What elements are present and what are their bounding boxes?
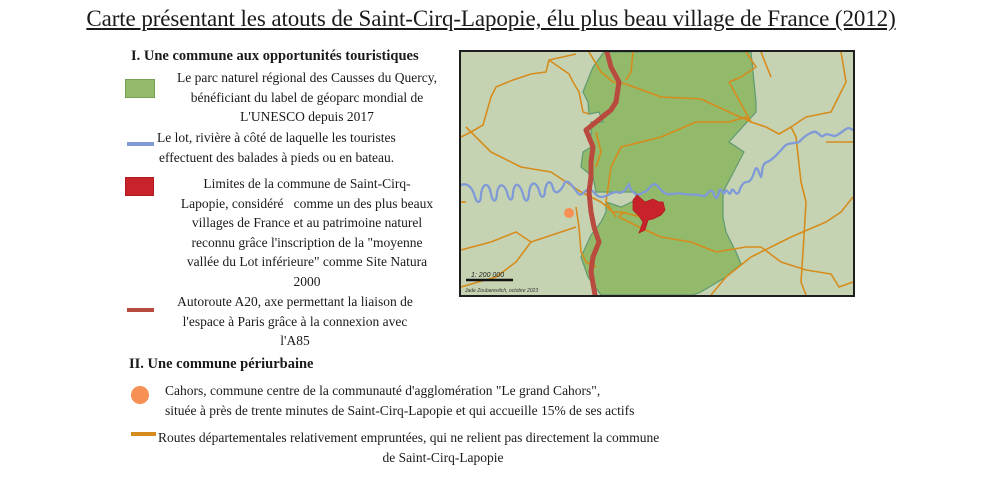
legend-line: vallée du Lot inférieure" comme Site Natura [186,254,428,269]
legend-line: Le parc naturel régional des Causses du Quercy, [176,70,438,85]
cahors-marker [564,208,574,218]
park-area-swatch [125,79,155,98]
scale-label: 1: 200 000 [471,272,505,279]
park-area [581,52,756,295]
road-line-swatch [131,432,156,436]
legend-line: située à près de trente minutes de Saint-Cirq-Lapopie et qui accueille 15% de ses actifs [165,402,635,418]
legend-item-roads [158,428,728,467]
commune-area-swatch [125,177,154,196]
legend-line: Autoroute A20, axe permettant la liaison de [177,294,413,309]
legend-line: L'UNESCO depuis 2017 [240,109,374,124]
legend-item-park [157,68,457,127]
map-title: Carte présentant les atouts de Saint-Cirq-Lapopie, élu plus beau village de France (2012) [86,6,896,31]
legend-line: villages de France et au patrimoine naturel [191,215,423,230]
legend-item-motorway [150,292,440,351]
legend-line: effectuent des balades à pieds ou en bateau. [159,149,395,165]
map-canvas [461,52,853,295]
map-credit: Jade Zoubarevitch, octobre 2023 [465,288,539,294]
legend-line: reconnu grâce l'inscription de la "moyenne [191,234,423,250]
legend-item-commune [157,174,457,291]
legend-line: Routes départementales relativement empruntées, qui ne relient pas directement la commune [158,430,660,445]
cahors-dot-swatch [131,386,149,404]
legend-line: Lapopie, considéré comme un des plus beaux [180,195,434,211]
legend-line: bénéficiant du label de géoparc mondial de [190,89,424,105]
legend-line: de Saint-Cirq-Lapopie [382,449,504,465]
legend-item-river [157,128,457,167]
river-line-swatch [127,142,154,146]
legend-item-cahors [165,381,725,420]
map-frame [459,50,855,297]
section-1-heading: I. Une commune aux opportunités touristiques [131,48,419,64]
legend-line: l'espace à Paris grâce à la connexion avec [182,313,408,329]
section-2-heading: II. Une commune périurbaine [129,356,314,372]
legend-line: Limites de la commune de Saint-Cirq- [203,176,411,191]
legend-line: Le lot, rivière à côté de laquelle les touristes [157,130,396,145]
legend-line: 2000 [293,273,321,289]
legend-line: Cahors, commune centre de la communauté d'agglomération "Le grand Cahors", [165,383,601,398]
legend-line: l'A85 [280,333,310,348]
